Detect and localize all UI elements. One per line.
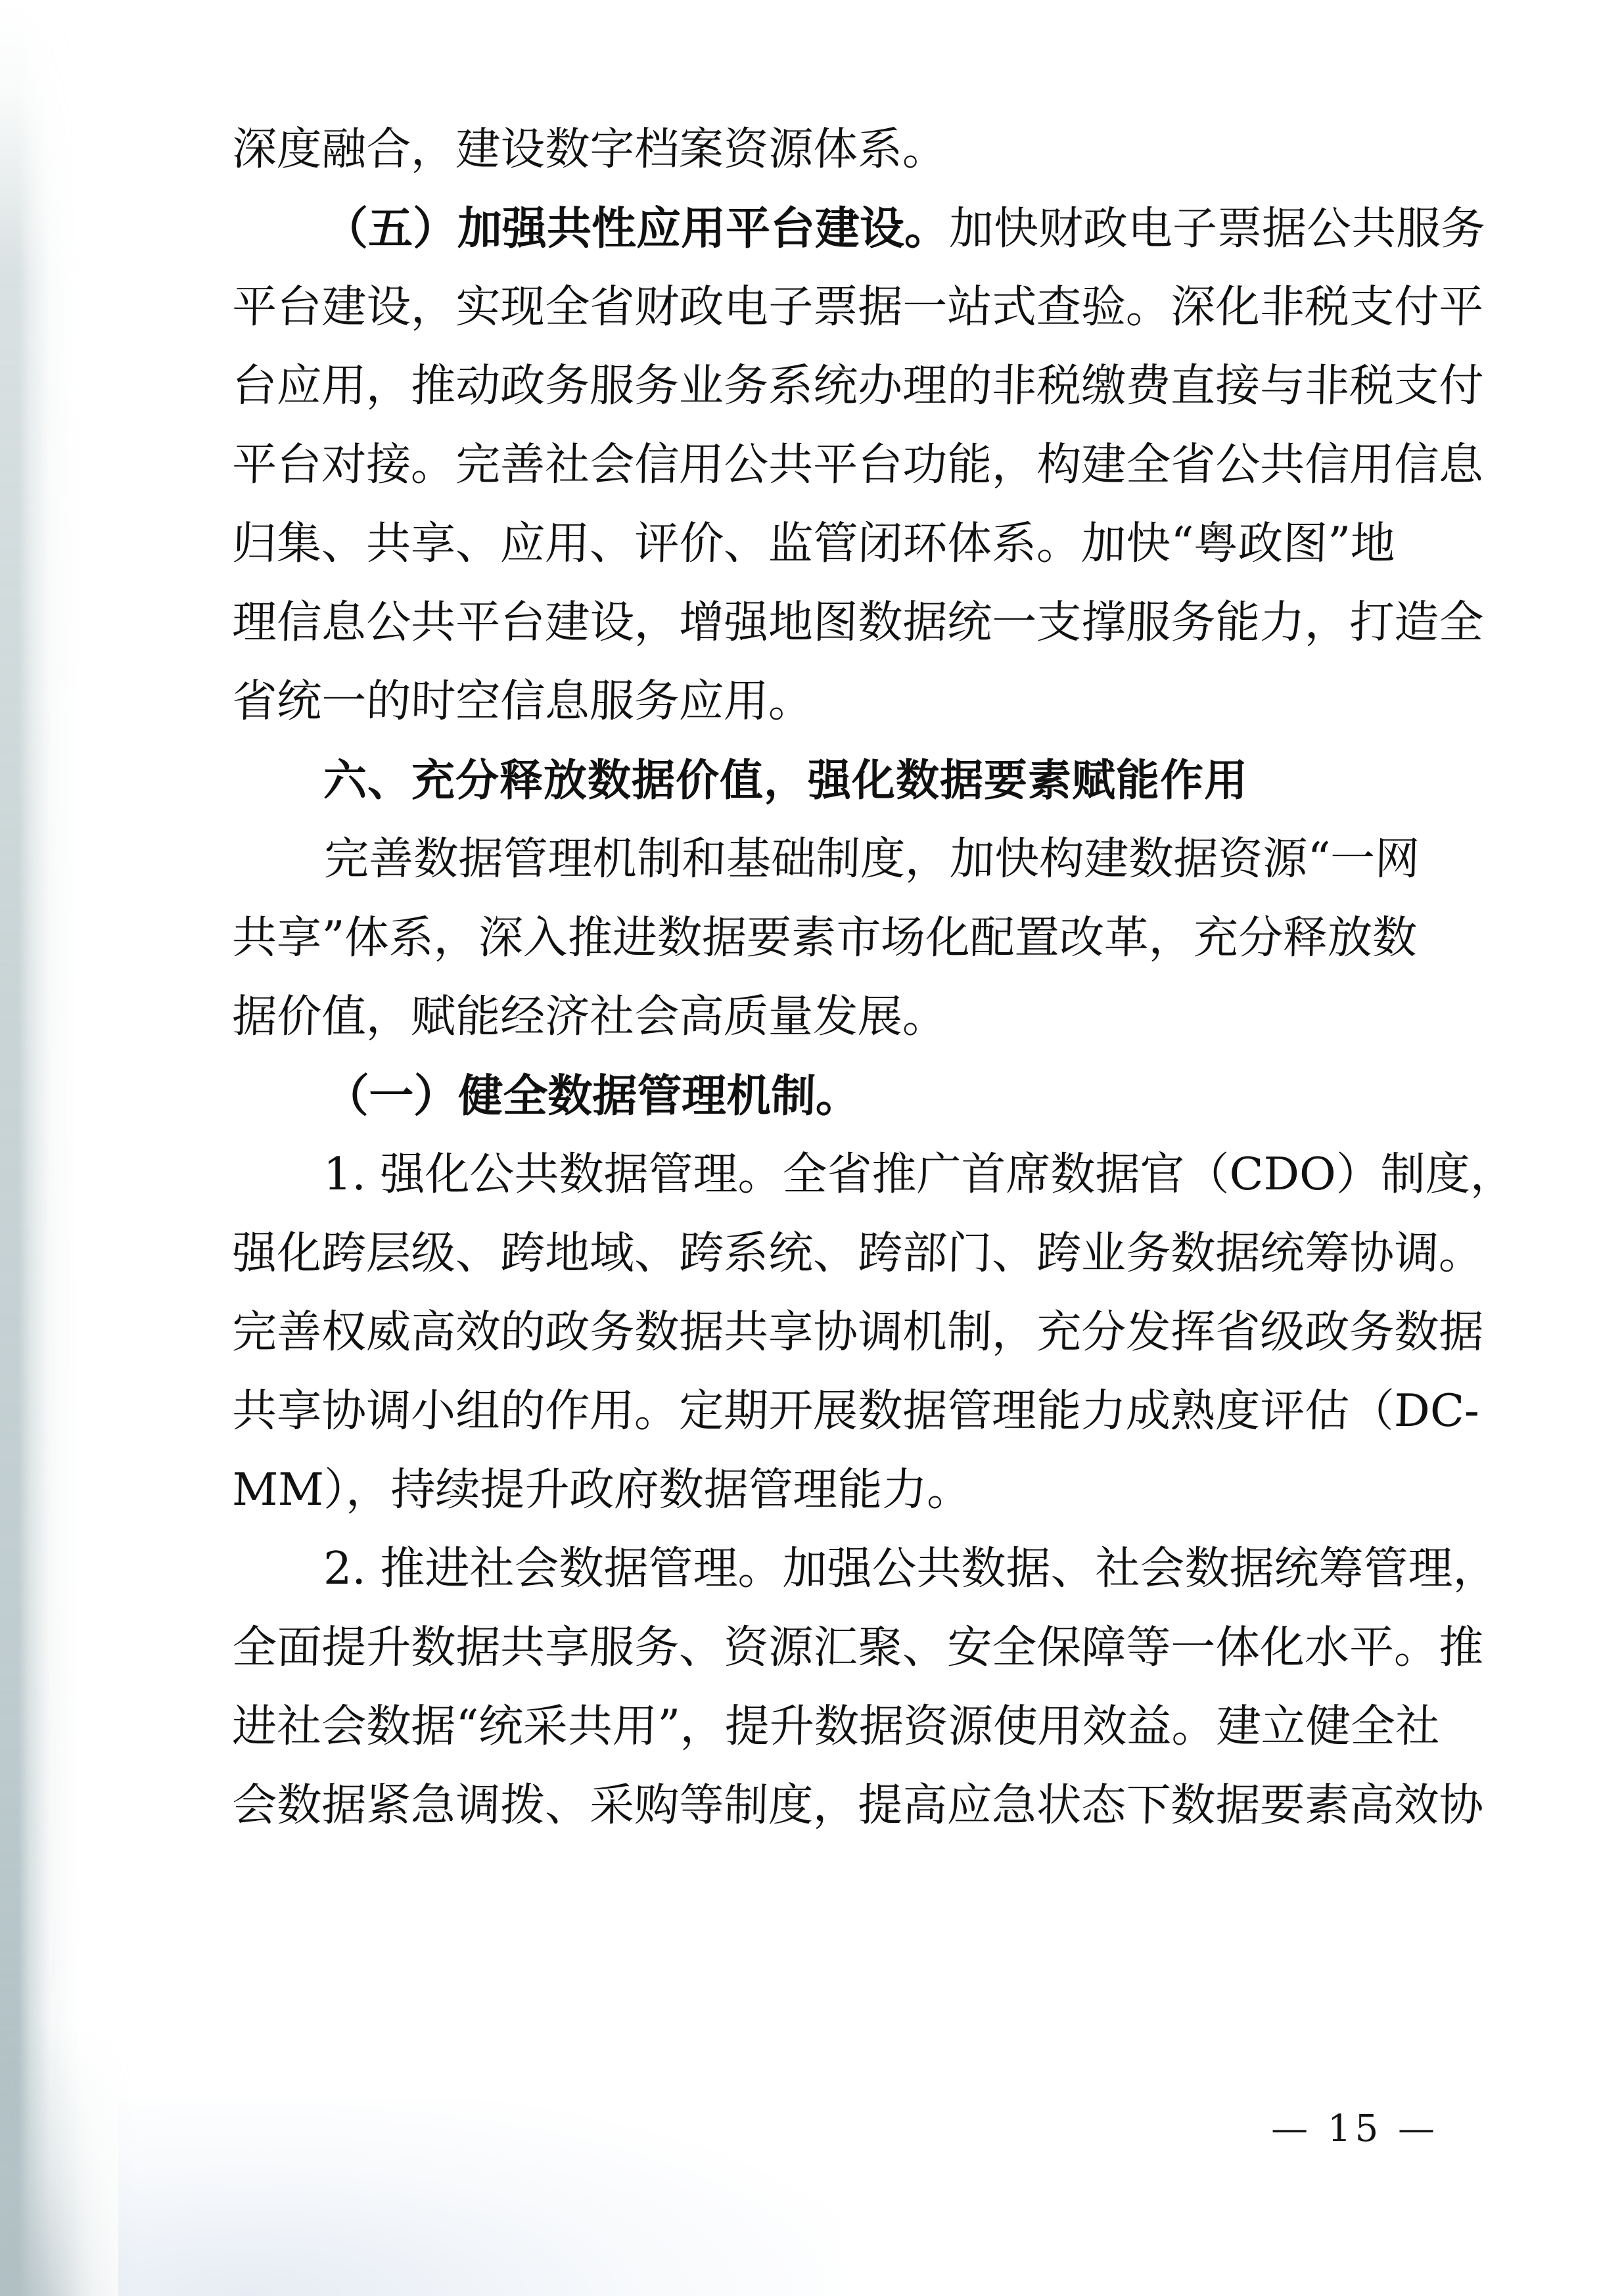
runin-heading-num-2: 2. 推进社会数据管理。: [323, 1543, 783, 1595]
text-line: 全面提升数据共享服务、资源汇聚、安全保障等一体化水平。推: [231, 1622, 1485, 1674]
text-line: 平台对接。完善社会信用公共平台功能，构建全省公共信用信息: [231, 439, 1485, 491]
text-line: 深度融合，建设数字档案资源体系。: [231, 124, 948, 175]
scan-edge-shadow-left: [0, 0, 99, 2296]
text-line-with-runin-heading: [231, 1136, 1515, 1214]
text-line: 归集、共享、应用、评价、监管闭环体系。加快“粤政图”地: [231, 518, 1396, 570]
text-line: 共享”体系，深入推进数据要素市场化配置改革，充分释放数: [231, 912, 1418, 964]
page-body: [231, 110, 1515, 1845]
scan-paper-tint: [118, 2099, 841, 2296]
text-line: 平台建设，实现全省财政电子票据一站式查验。深化非税支付平: [231, 281, 1485, 333]
runin-heading-num-1: 1. 强化公共数据管理。: [323, 1149, 783, 1201]
text-line: 完善权威高效的政务数据共享协调机制，充分发挥省级政务数据: [231, 1306, 1485, 1358]
text-line-with-runin-heading: [231, 189, 1486, 268]
runin-heading-item-5: （五）加强共性应用平台建设。: [323, 202, 950, 255]
text-line: 强化跨层级、跨地域、跨系统、跨部门、跨业务数据统筹协调。: [231, 1228, 1485, 1279]
scan-edge-shadow-bottom-left: [0, 2020, 151, 2296]
text-line: 据价值，赋能经济社会高质量发展。: [231, 991, 948, 1043]
page-number: — 15 —: [1271, 2107, 1439, 2150]
text-line: 进社会数据“统采共用”，提升数据资源使用效益。建立健全社: [231, 1701, 1441, 1753]
subheading-item-1: （一）健全数据管理机制。: [323, 1070, 862, 1122]
text-line: 共享协调小组的作用。定期开展数据管理能力成熟度评估（DC-: [231, 1385, 1480, 1437]
text-line: 会数据紧急调拨、采购等制度，提高应急状态下数据要素高效协: [231, 1779, 1485, 1831]
text-run: 加快财政电子票据公共服务: [949, 203, 1486, 255]
section-heading-six: 六、充分释放数据价值，强化数据要素赋能作用: [323, 755, 1248, 806]
text-line: 完善数据管理机制和基础制度，加快构建数据资源“一网: [323, 833, 1420, 885]
text-line: 台应用，推动政务服务业务系统办理的非税缴费直接与非税支付: [231, 360, 1485, 412]
text-line: 理信息公共平台建设，增强地图数据统一支撑服务能力，打造全: [231, 597, 1485, 649]
text-run: 全省推广首席数据官（CDO）制度，: [782, 1149, 1515, 1201]
text-line: 省统一的时空信息服务应用。: [231, 676, 814, 727]
text-run: 加强公共数据、社会数据统筹管理，: [782, 1543, 1498, 1595]
text-line: MM），持续提升政府数据管理能力。: [231, 1464, 973, 1516]
text-line-with-runin-heading: [231, 1530, 1498, 1609]
